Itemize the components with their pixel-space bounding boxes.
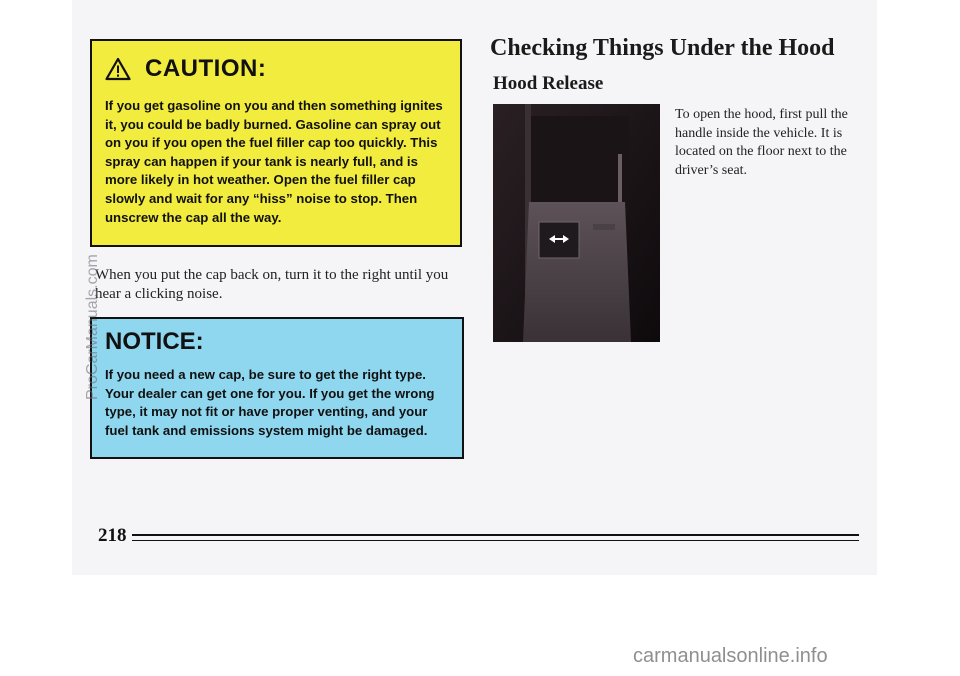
notice-text: If you need a new cap, be sure to get the right type. Your dealer can get one for you. If you get the wrong type, it may not fit or have proper venting, and your fuel tank and emissions system might be damaged. <box>105 367 435 438</box>
hood-release-text: To open the hood, first pull the handle inside the vehicle. It is located on the floor next to the driver’s seat. <box>675 107 848 178</box>
caution-text: If you get gasoline on you and then something ignites it, you could be badly burned. Gasoline can spray out on you if you open the fuel filler cap too quickly. This spray can happen if your tank is nearly full, and is more likely in hot weather. Open the fuel filler cap slowly and wait for any “hiss” noise to stop. Then unscrew the cap all the way. <box>105 98 443 225</box>
section-subheading: Hood Release <box>493 73 604 94</box>
watermark-left: ProCarManuals.com <box>84 254 101 400</box>
section-heading: Checking Things Under the Hood <box>490 35 835 61</box>
warning-triangle-icon <box>105 57 131 81</box>
footer-rule <box>132 534 859 536</box>
caution-box <box>90 39 462 247</box>
caution-header <box>105 55 450 83</box>
footer-rule-thin <box>132 540 859 541</box>
caution-title: CAUTION: <box>145 55 267 82</box>
cap-instruction-text: When you put the cap back on, turn it to the right until you hear a clicking noise. <box>95 267 449 302</box>
notice-title: NOTICE: <box>105 328 204 355</box>
hood-release-photo <box>493 104 660 342</box>
page-number: 218 <box>98 525 127 546</box>
watermark-bottom: carmanualsonline.info <box>633 645 828 667</box>
notice-box <box>90 317 464 459</box>
